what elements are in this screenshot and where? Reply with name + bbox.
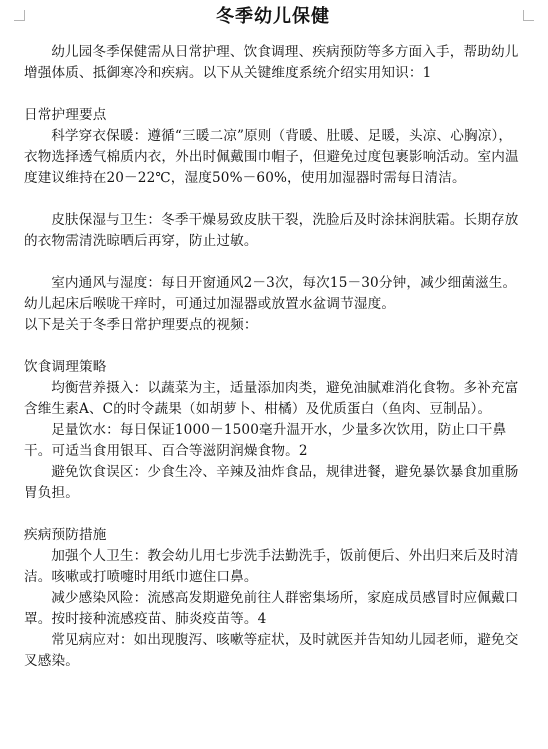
hygiene-paragraph: 加强个人卫生：教会幼儿用七步洗手法勤洗手，饭前便后、外出归来后及时清洁。咳嗽或打喷嚏时用纸巾遮住口鼻。 — [24, 548, 519, 585]
diet-misconception-paragraph: 避免饮食误区：少食生冷、辛辣及油炸食品，规律进餐，避免暴饮暴食加重肠胃负担。 — [24, 464, 519, 501]
skin-care-paragraph: 皮肤保湿与卫生：冬季干燥易致皮肤干裂，洗脸后及时涂抹润肤霜。长期存放的衣物需清洗晾晒后再穿，防止过敏。 — [24, 212, 519, 249]
water-paragraph: 足量饮水：每日保证1000－1500毫升温开水，少量多次饮用，防止口干鼻干。可适当食用银耳、百合等滋阴润燥食物。2 — [24, 422, 507, 459]
video-note: 以下是关于冬季日常护理要点的视频： — [24, 317, 258, 333]
infection-paragraph: 减少感染风险：流感高发期避免前往人群密集场所，家庭成员感冒时应佩戴口罩。按时接种流感疫苗、肺炎疫苗等。4 — [24, 590, 519, 627]
nutrition-paragraph: 均衡营养摄入：以蔬菜为主，适量添加肉类，避免油腻难消化食物。多补充富含维生素A、C的时令蔬果（如胡萝卜、柑橘）及优质蛋白（鱼肉、豆制品）。 — [24, 380, 519, 417]
intro-paragraph: 幼儿园冬季保健需从日常护理、饮食调理、疾病预防等多方面入手，帮助幼儿增强体质、抵御寒冷和疾病。以下从关键维度系统介绍实用知识：1 — [24, 44, 519, 81]
document-body — [24, 4, 522, 672]
disease-prevention-heading: 疾病预防措施 — [24, 527, 107, 543]
crop-mark-top-right — [523, 10, 534, 21]
common-illness-paragraph: 常见病应对：如出现腹泻、咳嗽等症状，及时就医并告知幼儿园老师，避免交叉感染。 — [24, 632, 519, 669]
daily-care-heading: 日常护理要点 — [24, 107, 107, 123]
clothing-paragraph: 科学穿衣保暖：遵循“三暖二凉”原则（背暖、肚暖、足暖，头凉、心胸凉），衣物选择透气棉质内衣，外出时佩戴围巾帽子，但避免过度包裹影响活动。室内温度建议维持在20－22℃，湿度50%－60%，使用加湿器时需每日清洁。 — [24, 128, 519, 186]
ventilation-paragraph: 室内通风与湿度：每日开窗通风2－3次，每次15－30分钟，减少细菌滋生。幼儿起床后喉咙干痒时，可通过加湿器或放置水盆调节湿度。 — [24, 275, 517, 312]
document-title: 冬季幼儿保健 — [216, 6, 330, 27]
diet-heading: 饮食调理策略 — [24, 359, 107, 375]
